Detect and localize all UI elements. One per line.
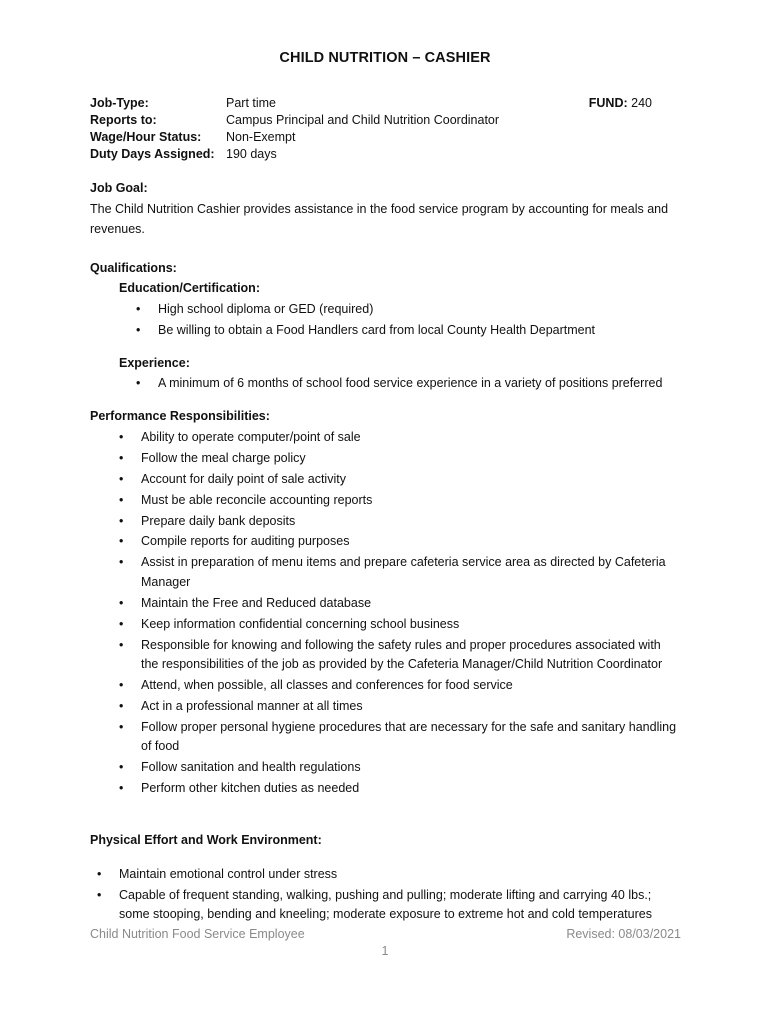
qualifications-heading: Qualifications: — [90, 261, 177, 275]
footer-title: Child Nutrition Food Service Employee — [90, 927, 305, 941]
performance-heading: Performance Responsibilities: — [90, 409, 270, 423]
performance-list — [119, 428, 679, 800]
reports-to-value: Campus Principal and Child Nutrition Coordinator — [226, 113, 500, 127]
education-heading: Education/Certification: — [119, 281, 260, 295]
list-item: • Follow proper personal hygiene procedures that are necessary for the safe and sanitary handling of food — [119, 718, 679, 757]
list-item: • Keep information confidential concerning school business — [119, 615, 679, 635]
experience-list — [136, 374, 706, 395]
list-item: • Perform other kitchen duties as needed — [119, 779, 679, 799]
list-item: • High school diploma or GED (required) — [136, 300, 696, 320]
duty-days-value: 190 days — [226, 147, 277, 161]
education-list — [136, 300, 696, 342]
list-item: • Attend, when possible, all classes and conferences for food service — [119, 676, 679, 696]
job-goal-heading: Job Goal: — [90, 181, 148, 195]
page-number: 1 — [381, 944, 389, 958]
list-item: • Prepare daily bank deposits — [119, 512, 679, 532]
list-item: • Account for daily point of sale activity — [119, 470, 679, 490]
wage-status-value: Non-Exempt — [226, 130, 296, 144]
experience-heading: Experience: — [119, 356, 190, 370]
duty-days-label: Duty Days Assigned: — [90, 147, 215, 161]
list-item: • Must be able reconcile accounting reports — [119, 491, 679, 511]
job-goal-text: The Child Nutrition Cashier provides assistance in the food service program by accounting for meals and revenues. — [90, 202, 669, 236]
physical-heading: Physical Effort and Work Environment: — [90, 833, 322, 847]
list-item: • Maintain emotional control under stress — [97, 865, 677, 885]
fund-value: 240 — [631, 96, 652, 110]
list-item: • Assist in preparation of menu items and prepare cafeteria service area as directed by Cafeteria Manager — [119, 553, 679, 592]
physical-list — [97, 865, 677, 926]
list-item: • Be willing to obtain a Food Handlers card from local County Health Department — [136, 321, 696, 341]
job-type-value: Part time — [226, 96, 277, 110]
job-info-block — [90, 95, 690, 163]
duty-days-row — [90, 146, 690, 163]
list-item: • Maintain the Free and Reduced database — [119, 594, 679, 614]
list-item: • Ability to operate computer/point of sale — [119, 428, 679, 448]
wage-status-row — [90, 129, 690, 146]
list-item: • Follow the meal charge policy — [119, 449, 679, 469]
reports-to-row — [90, 112, 690, 129]
list-item: • A minimum of 6 months of school food service experience in a variety of positions preferred — [136, 374, 706, 394]
list-item: • Follow sanitation and health regulations — [119, 758, 679, 778]
job-type-label: Job-Type: — [90, 96, 149, 110]
list-item: • Capable of frequent standing, walking, pushing and pulling; moderate lifting and carrying 40 lbs.; some stooping, bending and kneeling; moderate exposure to extreme hot and cold temperatures — [97, 886, 677, 925]
list-item: • Act in a professional manner at all times — [119, 697, 679, 717]
reports-to-label: Reports to: — [90, 113, 157, 127]
fund-field — [589, 95, 652, 112]
wage-status-label: Wage/Hour Status: — [90, 130, 202, 144]
footer-revised-date: Revised: 08/03/2021 — [566, 927, 681, 941]
page-title: CHILD NUTRITION – CASHIER — [279, 50, 491, 66]
fund-label: FUND: — [588, 96, 628, 110]
job-type-row — [90, 95, 690, 112]
list-item: • Compile reports for auditing purposes — [119, 532, 679, 552]
list-item: • Responsible for knowing and following the safety rules and proper procedures associated with the responsibilities of the job as provided by the Cafeteria Manager/Child Nutrition Coordinator — [119, 636, 679, 675]
